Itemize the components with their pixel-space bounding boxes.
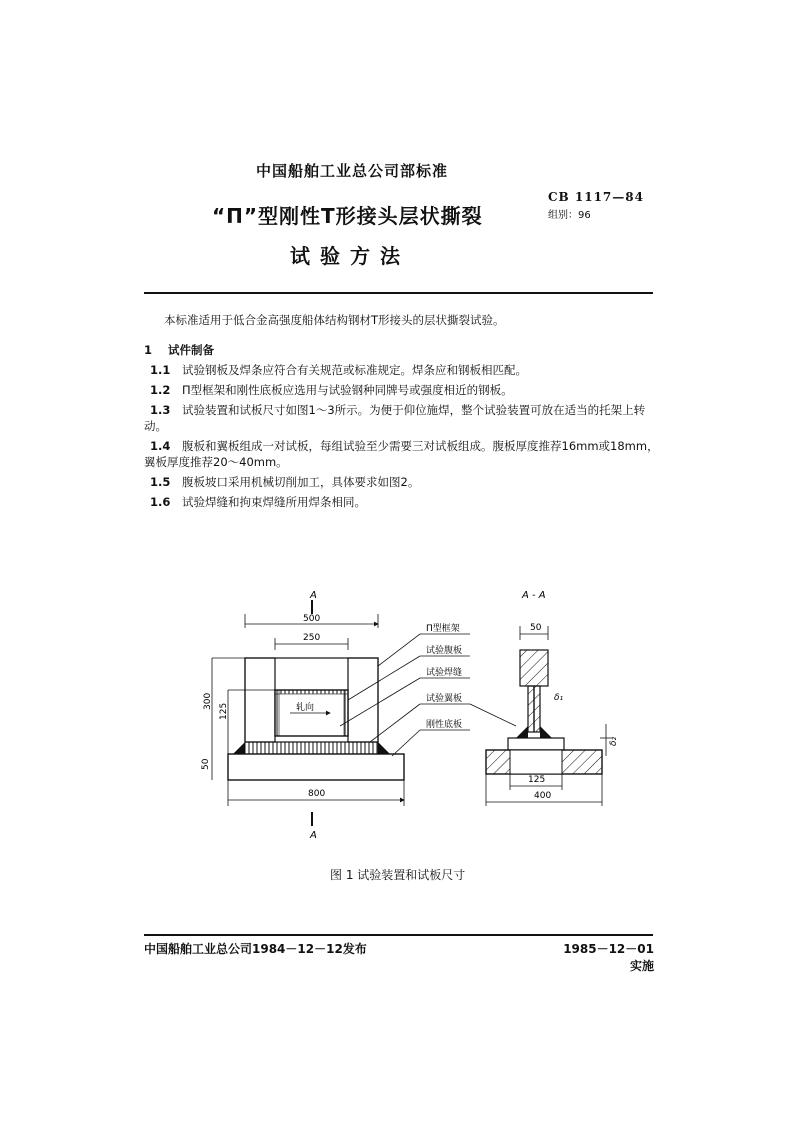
callout-test-web: 试验腹板 (426, 646, 463, 656)
clause-text: Π型框架和刚性底板应选用与试验钢种同牌号或强度相近的钢板。 (182, 383, 513, 397)
section-frame-upper (520, 650, 548, 686)
dim-50: 50 (201, 758, 211, 770)
delta1-label: δ₁ (554, 693, 564, 703)
standard-title-line2: 试验方法 (290, 244, 410, 268)
section-flange-plate (508, 738, 564, 750)
standard-group: 组别：96 (548, 210, 591, 221)
section-number: 1 (144, 343, 153, 357)
dim-125: 125 (219, 702, 229, 720)
clause-text: 试验装置和试板尺寸如图1～3所示。为便于仰位施焊，整个试验装置可放在适当的托架上转 (182, 403, 646, 417)
dim-right-400: 400 (534, 791, 552, 801)
clause-text: 试验钢板及焊条应符合有关规范或标准规定。焊条应和钢板相匹配。 (182, 363, 527, 377)
issuing-organization: 中国船舶工业总公司部标准 (256, 162, 449, 180)
effective-date: 1985－12－01实施 (563, 942, 654, 973)
section-mark-bottom: A (310, 830, 317, 841)
section-mark-top: A (310, 590, 317, 601)
clause-number: 1.3 (150, 403, 171, 417)
clause-number: 1.2 (150, 383, 171, 397)
footer-rule (144, 934, 653, 936)
callout-pi-frame: Π型框架 (426, 624, 460, 634)
rigid-base-plate (228, 754, 404, 780)
delta2-label: δ₂ (609, 736, 619, 746)
dim-500: 500 (303, 614, 321, 624)
clause-text: 试验焊缝和拘束焊缝所用焊条相同。 (182, 495, 366, 509)
clause-1-4-continuation: 翼板厚度推荐20～40mm。 (144, 455, 288, 469)
standard-title-line1: “Π”型刚性T形接头层状撕裂 (212, 204, 483, 228)
section-title: 试件制备 (168, 343, 214, 357)
figure-caption: 图 1 试验装置和试板尺寸 (330, 868, 466, 882)
dim-300: 300 (203, 692, 213, 710)
dim-250: 250 (303, 633, 321, 643)
dim-800: 800 (308, 789, 326, 799)
callout-test-weld: 试验焊缝 (426, 668, 463, 678)
clause-number: 1.1 (150, 363, 171, 377)
intro-paragraph: 本标准适用于低合金高强度船体结构钢材T形接头的层状撕裂试验。 (164, 313, 505, 327)
restraint-weld (245, 742, 378, 754)
clause-number: 1.6 (150, 495, 171, 509)
standard-code: CB 1117—84 (548, 190, 644, 204)
issue-date: 中国船舶工业总公司1984－12－12发布 (144, 942, 367, 956)
clause-text: 腹板坡口采用机械切削加工，具体要求如图2。 (182, 475, 420, 489)
clause-text: 腹板和翼板组成一对试板，每组试验至少需要三对试板组成。腹板厚度推荐16mm或18mm， (182, 439, 659, 453)
callout-rigid-base: 刚性底板 (426, 720, 463, 730)
dim-right-125: 125 (528, 775, 546, 785)
section-view-label: A - A (522, 590, 546, 601)
callout-test-flange: 试验翼板 (426, 694, 463, 704)
clause-number: 1.5 (150, 475, 171, 489)
rolling-direction-label: 轧向 (296, 703, 315, 713)
clause-1-3-continuation: 动。 (144, 419, 167, 433)
dim-right-50: 50 (530, 623, 542, 633)
clause-number: 1.4 (150, 439, 171, 453)
